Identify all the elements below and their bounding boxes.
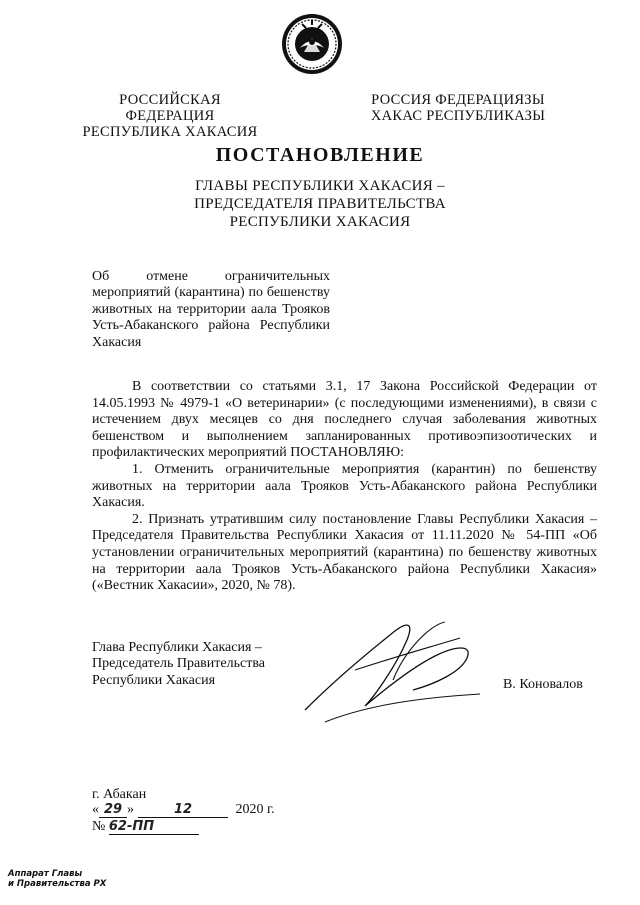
document-place: г. Абакан	[92, 787, 147, 802]
signatory-position	[92, 640, 292, 689]
header-right-line2: ХАКАС РЕСПУБЛИКАЗЫ	[370, 108, 546, 124]
date-month: 12	[138, 802, 228, 818]
preamble-paragraph: В соответствии со статьями 3.1, 17 Закона Российской Федерации от 14.05.1993 № 4979-1 «О ветеринарии» (с последующими изменениями), в связи с истечением двух месяцев со дня последнего случая заболевания животных бешенством и выполнением запланированных противоэпизоотических и профилактических мероприятий ПОСТАНОВЛЯЮ:	[92, 379, 597, 461]
position-line1: Глава Республики Хакасия –	[92, 640, 262, 655]
subtitle-line3: РЕСПУБЛИКИ ХАКАСИЯ	[229, 214, 411, 230]
stamp-line2: и Правительства РХ	[8, 879, 107, 889]
position-line3: Республики Хакасия	[92, 672, 216, 688]
date-day: 29	[99, 802, 127, 818]
document-date	[92, 802, 292, 820]
header-right-line1: РОССИЯ ФЕДЕРАЦИЯЗЫ	[371, 92, 545, 108]
header-left	[80, 92, 260, 140]
position-line2: Председатель Правительства	[92, 656, 265, 672]
subtitle-line1: ГЛАВЫ РЕСПУБЛИКИ ХАКАСИЯ –	[195, 178, 445, 194]
office-stamp	[8, 869, 106, 889]
item-2-paragraph: 2. Признать утратившим силу постановление Главы Республики Хакасия – Председателя Правительства Республики Хакасия от 11.11.2020 № 54-ПП «Об установлении ограничительных мероприятий (карантина) по бешенству животных на территории аала Трояков Усть-Абаканского района Республики Хакасия» («Вестник Хакасии», 2020, № 78).	[92, 511, 597, 594]
number-value: 62-ПП	[109, 819, 199, 835]
item-1-paragraph: 1. Отменить ограничительные мероприятия (карантин) по бешенству животных на территории аала Трояков Усть-Абаканского района Республики Хакасия.	[92, 461, 597, 511]
signatory-name: В. Коновалов	[503, 677, 583, 692]
document-subject: Об отмене ограничительных мероприятий (карантина) по бешенству животных на территории аала Трояков Усть-Абаканского района Республики Хакасия	[92, 269, 330, 350]
handwritten-signature	[295, 610, 495, 730]
date-close-quote: »	[127, 802, 134, 817]
header-right	[370, 92, 546, 124]
document-title: ПОСТАНОВЛЕНИЕ	[215, 144, 425, 166]
date-year: 2020 г.	[235, 802, 275, 817]
document-number	[92, 819, 292, 837]
document-subtitle	[0, 177, 640, 231]
date-open-quote: «	[92, 802, 99, 817]
number-sign: №	[92, 819, 106, 834]
document-body	[92, 379, 597, 595]
stamp-line1: Аппарат Главы	[8, 869, 83, 879]
header-left-line1: РОССИЙСКАЯ ФЕДЕРАЦИЯ	[119, 92, 221, 124]
subtitle-line2: ПРЕДСЕДАТЕЛЯ ПРАВИТЕЛЬСТВА	[194, 196, 446, 212]
header-left-line2: РЕСПУБЛИКА ХАКАСИЯ	[82, 124, 258, 140]
coat-of-arms-emblem	[280, 12, 344, 76]
